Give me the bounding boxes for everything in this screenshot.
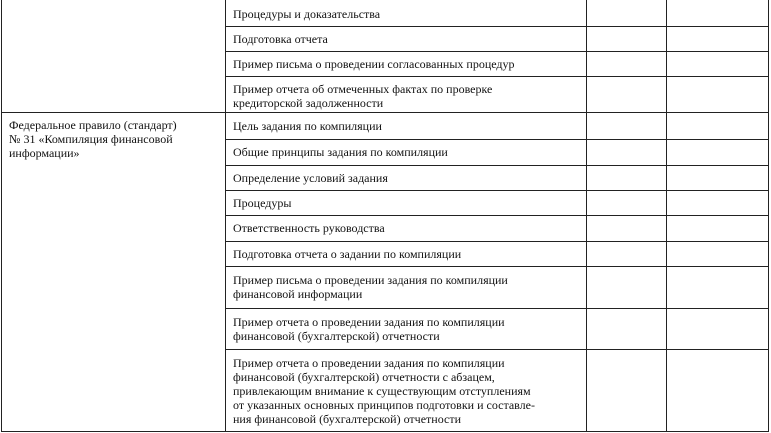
table-border-left [1,0,2,432]
table-cell: Пример письма о проведении задания по компиляции финансовой информации [233,273,508,301]
row-divider [225,266,769,267]
table-cell: Пример отчета об отмеченных фактах по проверке кредиторской задолженности [233,82,493,110]
row-divider [225,139,769,140]
column-divider-2 [586,0,587,432]
row-divider [225,76,769,77]
column-divider-3 [666,0,667,432]
section-title-standard-31: Федеральное правило (стандарт) № 31 «Компиляция финансовой информации» [9,118,177,160]
column-divider-1 [225,0,226,432]
document-table [1,0,769,432]
row-divider [225,215,769,216]
table-cell: Пример отчета о проведении задания по компиляции финансовой (бухгалтерской) отчетности с абзацем, привлекающим внимание к существующим отступлениям от указанных основных принципов подготовки и составле- ния финансовой (бухгалтерской) отчетности [233,356,535,426]
row-divider [225,51,769,52]
table-cell: Определение условий задания [233,171,388,185]
table-cell: Пример письма о проведении согласованных процедур [233,57,515,71]
table-cell: Общие принципы задания по компиляции [233,145,448,159]
section-divider [1,112,769,113]
table-border-bottom [1,431,769,432]
row-divider [225,190,769,191]
row-divider [225,308,769,309]
table-cell: Ответственность руководства [233,221,385,235]
table-cell: Процедуры и доказательства [233,7,381,21]
row-divider [225,26,769,27]
table-border-right [768,0,769,432]
table-cell: Подготовка отчета [233,32,328,46]
table-cell: Процедуры [233,196,292,210]
row-divider [225,165,769,166]
row-divider [225,241,769,242]
table-cell: Пример отчета о проведении задания по компиляции финансовой (бухгалтерской) отчетности [233,315,505,343]
table-cell: Цель задания по компиляции [233,119,382,133]
row-divider [225,349,769,350]
table-cell: Подготовка отчета о задании по компиляции [233,247,462,261]
